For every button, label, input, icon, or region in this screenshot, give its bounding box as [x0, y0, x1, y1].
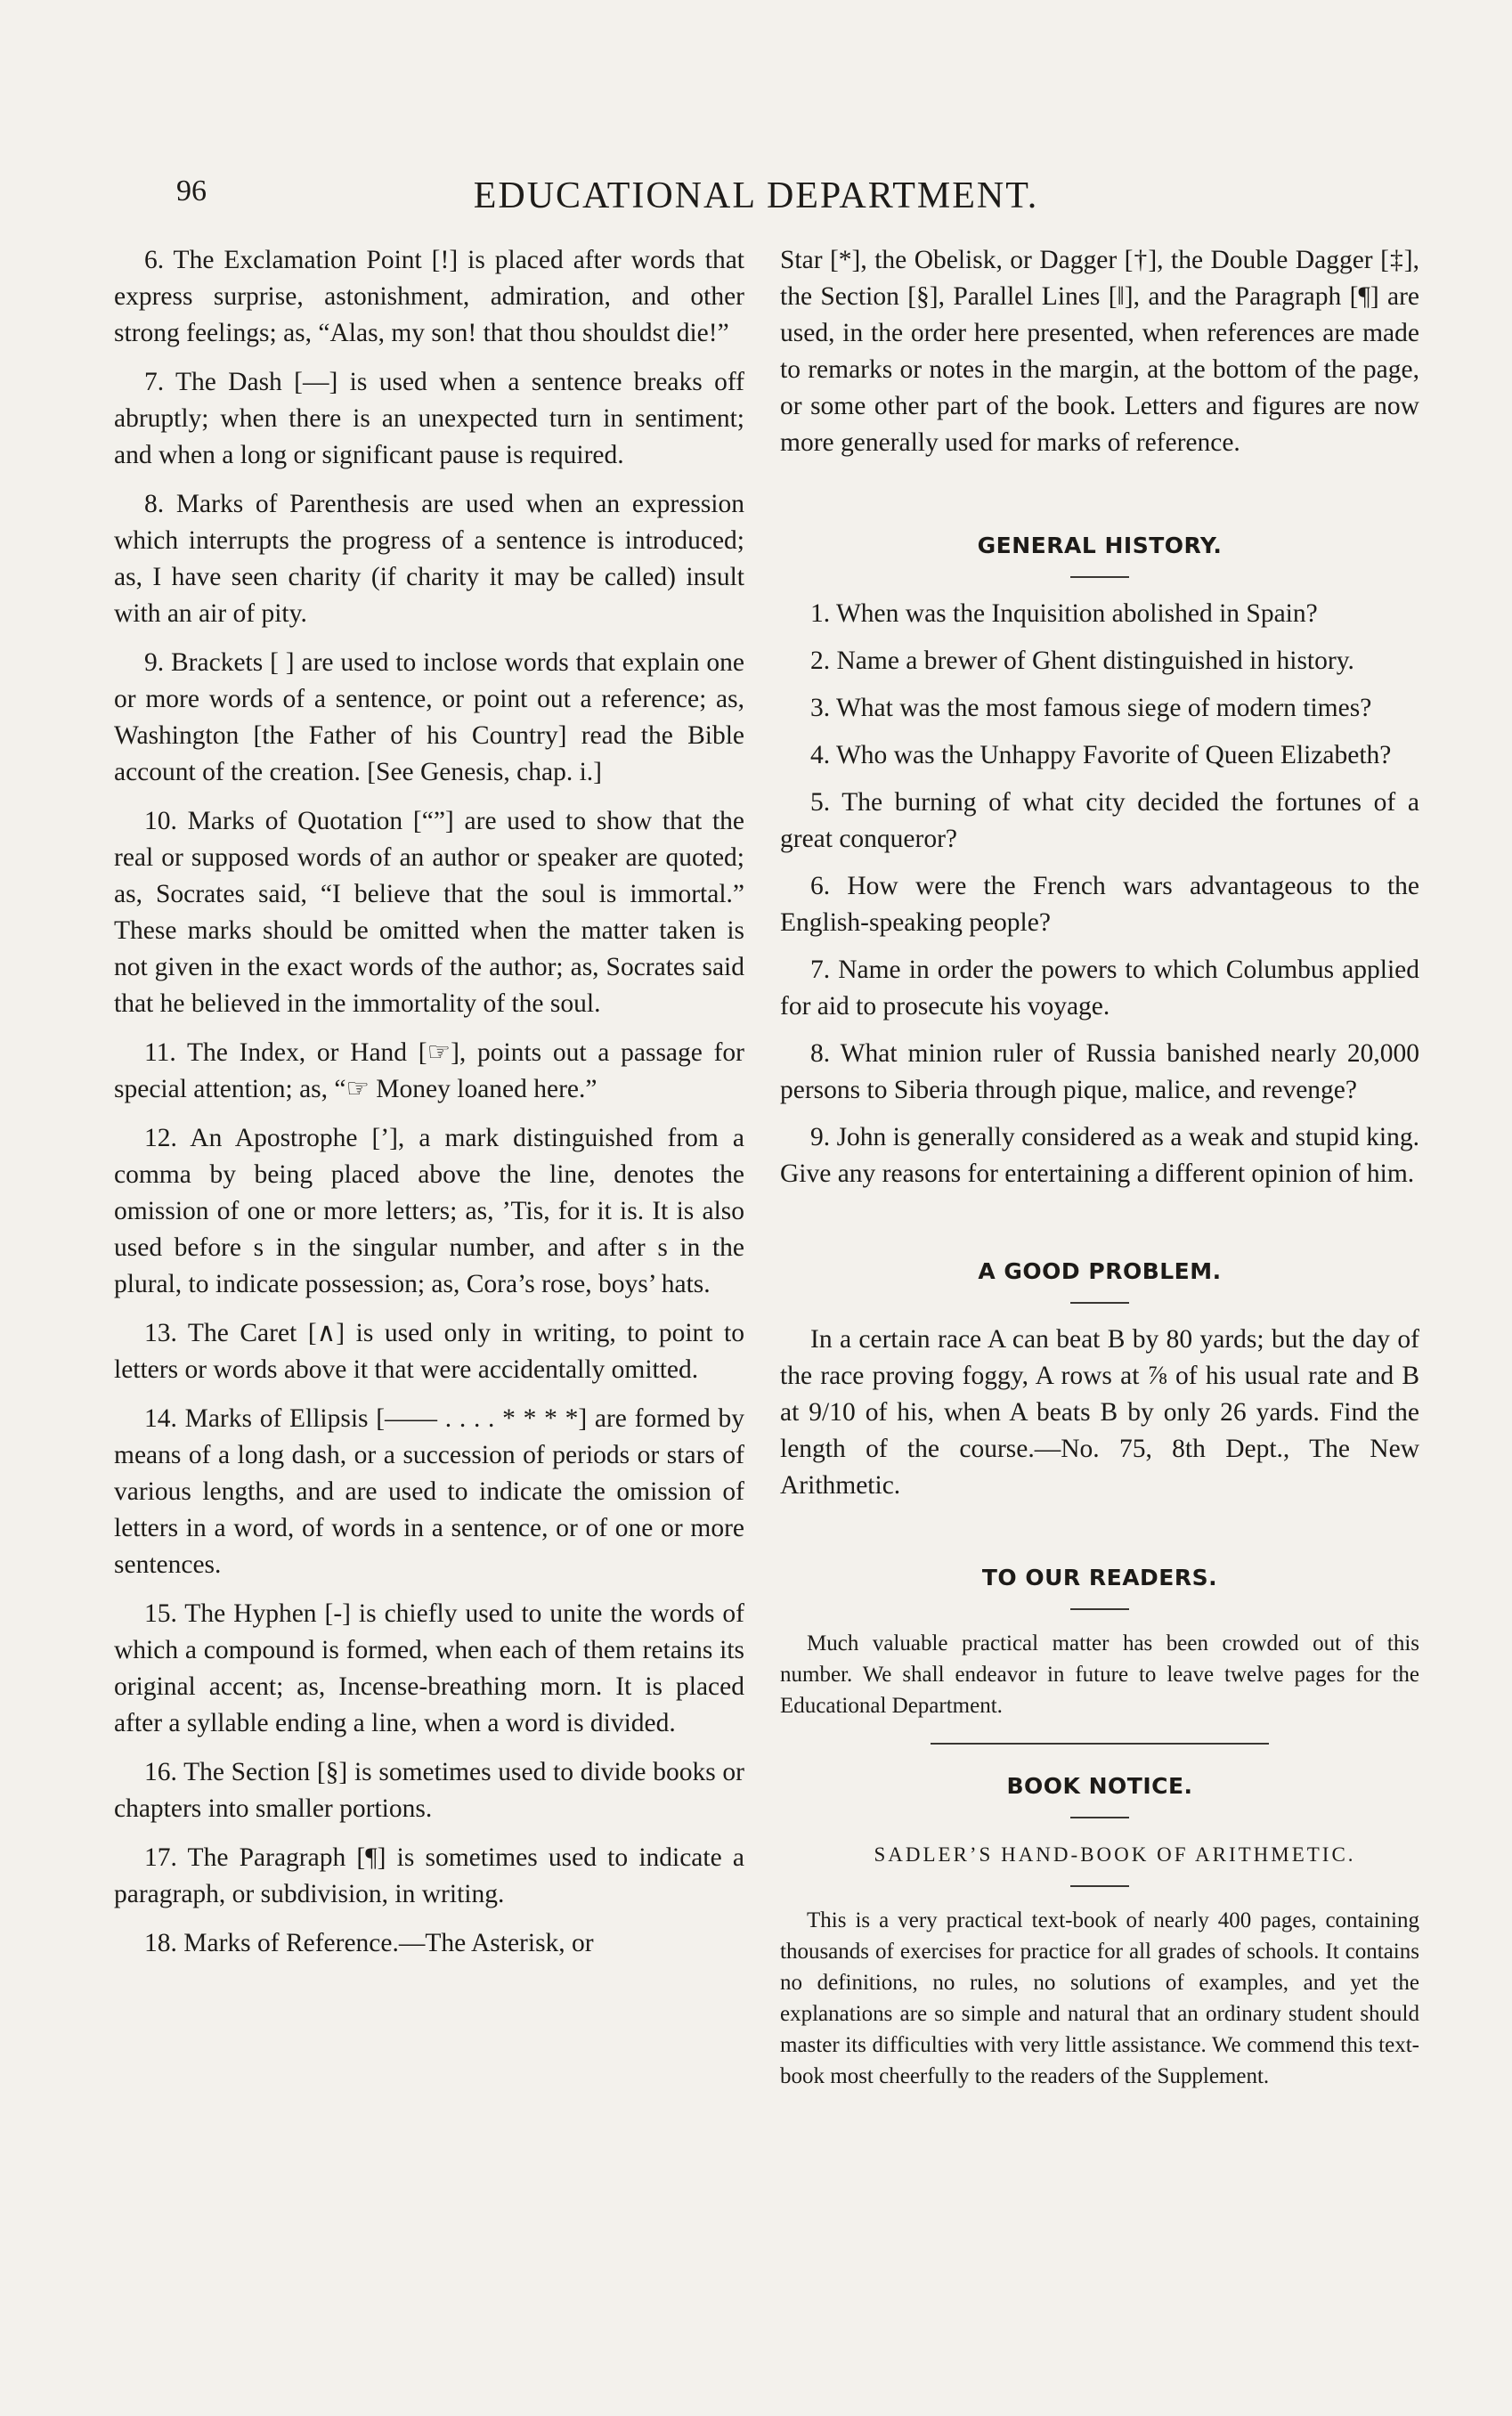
paragraph-caret: 13. The Caret [∧] is used only in writing, to point to letters or words above it that were accidentally omitted. [114, 1319, 744, 1384]
paragraph-parenthesis: 8. Marks of Parenthesis are used when an expression which interrupts the progress of a sentence is introduced; as, I have seen charity (if charity it may be called) insult with an air of pity. [114, 490, 744, 628]
history-question: 5. The burning of what city decided the fortunes of a great conqueror? [780, 788, 1419, 853]
history-question: 1. When was the Inquisition abolished in Spain? [810, 599, 1318, 628]
paragraph-dash: 7. The Dash [—] is used when a sentence breaks off abruptly; when there is an unexpected turn in sentiment; and when a long or significant pause is required. [114, 368, 744, 469]
history-question: 9. John is generally considered as a weak and stupid king. Give any reasons for entertaining a different opinion of him. [780, 1123, 1419, 1188]
paragraph-quotation: 10. Marks of Quotation [“”] are used to show that the real or supposed words of an author or speaker are quoted; as, Socrates said, “I believe that the soul is immortal.” These marks should be omitted when the matter taken is not given in the exact words of the author; as, Socrates said that he believed in the immortality of the soul. [114, 807, 744, 1018]
paragraph-ellipsis: 14. Marks of Ellipsis [—— . . . . * * * *] are formed by means of a long dash, or a succession of periods or stars of various lengths, and are used to indicate the omission of letters in a word, of words in a sentence, or of one or more sentences. [114, 1404, 744, 1579]
history-question: 3. What was the most famous siege of modern times? [810, 694, 1372, 722]
paragraph-brackets: 9. Brackets [ ] are used to inclose words that explain one or more words of a sentence, or point out a reference; as, Washington [the Father of his Country] read the Bible account of the creation. [See Genesis, chap. i.] [114, 648, 744, 786]
book-notice-block [780, 1905, 1419, 2092]
to-our-readers-block [780, 1628, 1419, 1721]
heading-rule [1070, 1817, 1129, 1818]
paragraph-reference-continuation: Star [*], the Obelisk, or Dagger [†], the Double Dagger [‡], the Section [§], Parallel Lines [‖], and the Paragraph [¶] are used, in the order here presented, when references are made to remarks or notes in the margin, at the bottom of the page, or some other part of the book. Letters and figures are now more generally used for marks of reference. [780, 246, 1419, 457]
paragraph-marks-of-reference: 18. Marks of Reference.—The Asterisk, or [144, 1929, 594, 1957]
history-question: 8. What minion ruler of Russia banished nearly 20,000 persons to Siberia through pique, malice, and revenge? [780, 1039, 1419, 1104]
to-our-readers-text: Much valuable practical matter has been crowded out of this number. We shall endeavor in future to leave twelve pages for the Educational Department. [780, 1631, 1419, 1718]
heading-rule [1070, 1885, 1129, 1887]
heading-rule [1070, 576, 1129, 578]
paragraph-index-hand: 11. The Index, or Hand [☞], points out a passage for special attention; as, “☞ Money loaned here.” [114, 1038, 744, 1103]
paragraph-apostrophe: 12. An Apostrophe [’], a mark distinguished from a comma by being placed above the line, denotes the omission of one or more letters; as, ’Tis, for it is. It is also used before s in the singular number, and after s in the plural, to indicate possession; as, Cora’s rose, boys’ hats. [114, 1124, 744, 1298]
heading-rule [1070, 1302, 1129, 1304]
running-head: EDUCATIONAL DEPARTMENT. [473, 175, 1039, 216]
section-divider [931, 1743, 1269, 1745]
history-question: 6. How were the French wars advantageous to the English-speaking people? [780, 872, 1419, 937]
good-problem-text: In a certain race A can beat B by 80 yards; but the day of the race proving foggy, A rows at ⅞ of his usual rate and B at 9/10 of his, when A beats B by only 26 yards. Find the length of the course.—No. 75, 8th Dept., The New Arithmetic. [780, 1325, 1419, 1500]
history-question: 2. Name a brewer of Ghent distinguished in history. [810, 647, 1354, 675]
heading-rule [1070, 1608, 1129, 1610]
paragraph-section: 16. The Section [§] is sometimes used to divide books or chapters into smaller portions. [114, 1758, 744, 1823]
paragraph-exclamation-point: 6. The Exclamation Point [!] is placed after words that express surprise, astonishment, admiration, and other strong feelings; as, “Alas, my son! that thou shouldst die!” [114, 246, 744, 347]
general-history-questions [780, 596, 1419, 1192]
page-number: 96 [176, 175, 207, 207]
left-column [114, 242, 744, 1974]
good-problem-heading: A GOOD PROBLEM. [978, 1258, 1222, 1284]
history-question: 7. Name in order the powers to which Columbus applied for aid to prosecute his voyage. [780, 956, 1419, 1021]
paragraph-hyphen: 15. The Hyphen [-] is chiefly used to unite the words of which a compound is formed, when each of them retains its original accent; as, Incense-breathing morn. It is placed after a syllable ending a line, when a word is divided. [114, 1599, 744, 1737]
book-title: SADLER’S HAND-BOOK OF ARITHMETIC. [874, 1843, 1356, 1866]
book-notice-text: This is a very practical text-book of nearly 400 pages, containing thousands of exercises for practice for all grades of schools. It contains no definitions, no rules, no solutions of examples, and yet the explanations are so simple and natural that an ordinary student should master its difficulties with very little assistance. We commend this text-book most cheerfully to the readers of the Supplement. [780, 1908, 1419, 2088]
general-history-heading: GENERAL HISTORY. [977, 533, 1223, 558]
paragraph-paragraph-mark: 17. The Paragraph [¶] is sometimes used to indicate a paragraph, or subdivision, in writing. [114, 1843, 744, 1908]
history-question: 4. Who was the Unhappy Favorite of Queen Elizabeth? [810, 741, 1392, 769]
right-column [780, 242, 1419, 2092]
book-notice-heading: BOOK NOTICE. [1006, 1773, 1193, 1799]
to-our-readers-heading: TO OUR READERS. [981, 1565, 1218, 1590]
